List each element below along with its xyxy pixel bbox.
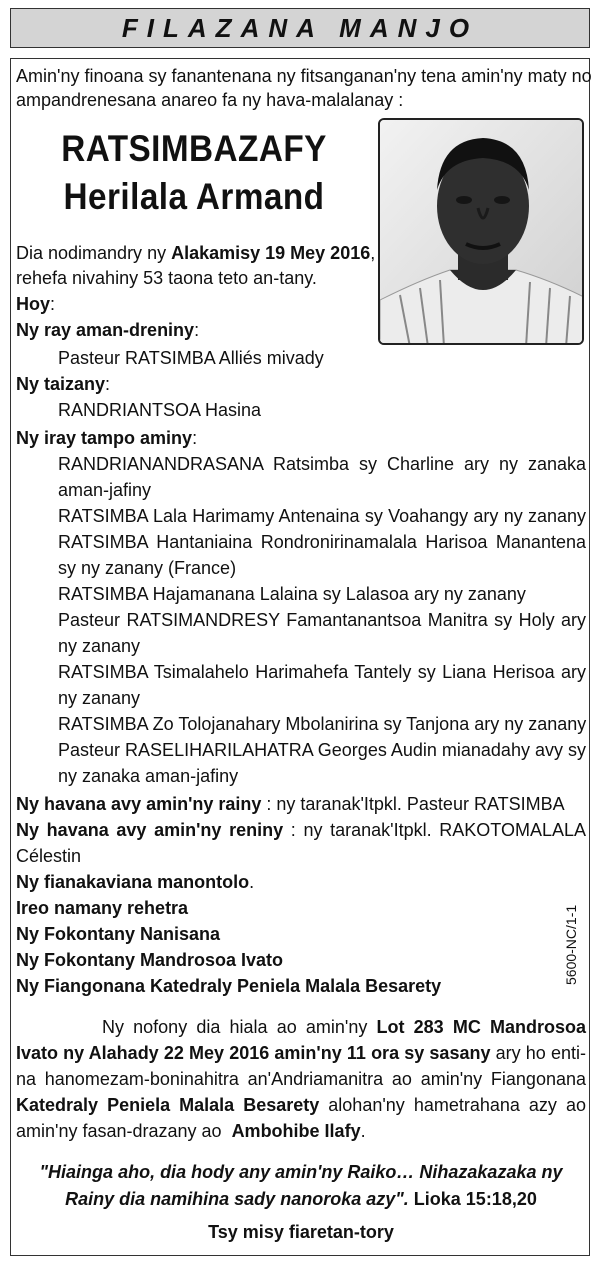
deceased-given-names: Herilala Armand <box>63 176 325 217</box>
relative-line: Pasteur RASELIHARILAHATRA Georges Audin mianadahy avy sy <box>58 740 586 760</box>
relative-line: RATSIMBA Hajamanana Lalaina sy Lalasoa ary ny zanany <box>58 584 526 604</box>
quote-line-2 <box>16 1186 586 1213</box>
funeral-line-3: na hanomezam-boninahitra an'Andriamanitra ao amin'ny Fiangonana <box>16 1069 586 1089</box>
others-item: Ny fianakaviana manontolo <box>16 872 250 892</box>
maternal-label: Ny havana avy amin'ny reniny <box>16 820 284 840</box>
relative-line: RANDRIANTSOA Hasina <box>58 400 262 420</box>
death-suffix: , <box>370 243 376 263</box>
funeral-burial-place: Ambohibe Ilafy <box>231 1121 361 1141</box>
parents-label: Ny ray aman-dreniny <box>16 320 195 340</box>
others-item: Ireo namany rehetra <box>16 898 189 918</box>
others-line-0 <box>16 870 254 894</box>
parents-label-line: Ny ray aman-dreniny: <box>16 320 200 340</box>
funeral-p5: amin'ny fasan-drazany ao <box>16 1121 232 1141</box>
maternal-family-cont: Célestin <box>16 846 82 866</box>
paternal-family-line <box>16 792 565 816</box>
relative-line: ny zanany <box>58 636 141 656</box>
quote-reference: Lioka 15:18,20 <box>408 1189 537 1209</box>
paternal-label: Ny havana avy amin'ny rainy <box>16 794 262 814</box>
siblings-label: Ny iray tampo aminy <box>16 428 193 448</box>
hoy-label: Hoy <box>16 294 51 314</box>
others-item: Ny Fokontany Mandrosoa Ivato <box>16 950 284 970</box>
others-item: Ny Fokontany Nanisana <box>16 924 221 944</box>
death-age-line: rehefa nivahiny 53 taona teto an-tany. <box>16 268 317 288</box>
relative-line: RATSIMBA Tsimalahelo Harimahefa Tantely sy Liana Herisoa ary <box>58 662 586 682</box>
reference-code: 5600-NC/1-1 <box>563 904 579 985</box>
death-date: Alakamisy 19 Mey 2016 <box>171 243 371 263</box>
notice-header <box>10 8 590 48</box>
guardian-label: Ny taizany <box>16 374 106 394</box>
quote-text-end: Rainy dia namihina sady nanoroka azy". <box>65 1189 409 1209</box>
funeral-p6: . <box>360 1121 366 1141</box>
relative-line: ny zanany <box>58 688 141 708</box>
deceased-portrait <box>378 118 584 345</box>
footer-note: Tsy misy fiaretan-tory <box>208 1222 394 1242</box>
intro-line-1: Amin'ny finoana sy fanantenana ny fitsanganan'ny tena amin'ny maty no <box>16 66 592 86</box>
funeral-p4: alohan'ny hametrahana azy ao <box>319 1095 586 1115</box>
funeral-line-1 <box>16 1014 586 1040</box>
guardian-label-line: Ny taizany: <box>16 374 111 394</box>
relative-line: Pasteur RATSIMBA Alliés mivady <box>58 348 324 368</box>
others-item-suffix: . <box>249 872 255 892</box>
relative-line: RATSIMBA Hantaniaina Rondronirinamalala Harisoa Manantena <box>58 532 586 552</box>
funeral-datetime: Ivato ny Alahady 22 Mey 2016 amin'ny 11 ora sy sasany <box>16 1043 491 1063</box>
funeral-line-2 <box>16 1040 586 1066</box>
relative-line: RATSIMBA Lala Harimamy Antenaina sy Voahangy ary ny zanany <box>58 506 586 526</box>
relative-line: Pasteur RATSIMANDRESY Famantanantsoa Manitra sy Holy ary <box>58 610 586 630</box>
intro-line-2: ampandrenesana anareo fa ny hava-malalanay : <box>16 90 404 110</box>
funeral-line-5 <box>16 1118 366 1144</box>
deceased-surname: RATSIMBAZAFY <box>61 128 327 169</box>
funeral-church: Katedraly Peniela Malala Besarety <box>16 1095 320 1115</box>
relative-line: RANDRIANANDRASANA Ratsimba sy Charline ary ny zanaka <box>58 454 586 474</box>
funeral-line-4 <box>16 1092 586 1118</box>
death-date-line <box>16 241 375 265</box>
funeral-location: Lot 283 MC Mandrosoa <box>376 1017 586 1037</box>
others-item: Ny Fiangonana Katedraly Peniela Malala Besarety <box>16 976 442 996</box>
funeral-p1: Ny nofony dia hiala ao amin'ny <box>102 1017 377 1037</box>
maternal-text: : ny taranak'Itpkl. RAKOTOMALALA <box>283 820 586 840</box>
paternal-text: : ny taranak'Itpkl. Pasteur RATSIMBA <box>261 794 565 814</box>
relative-line: ny zanaka aman-jafiny <box>58 766 239 786</box>
death-prefix: Dia nodimandry ny <box>16 243 172 263</box>
relative-line: aman-jafiny <box>58 480 152 500</box>
funeral-p2: ary ho enti- <box>490 1043 586 1063</box>
notice-title: FILAZANA MANJO <box>121 12 479 43</box>
portrait-photo-icon <box>380 120 584 345</box>
siblings-label-line: Ny iray tampo aminy: <box>16 428 198 448</box>
relative-line: RATSIMBA Zo Tolojanahary Mbolanirina sy Tanjona ary ny zanany <box>58 714 587 734</box>
quote-line-1: "Hiainga aho, dia hody any amin'ny Raiko… Nihazakazaka ny <box>39 1162 563 1182</box>
hoy-line: Hoy: <box>16 294 56 314</box>
maternal-family-line <box>16 818 586 842</box>
relative-line: sy ny zanany (France) <box>58 558 237 578</box>
